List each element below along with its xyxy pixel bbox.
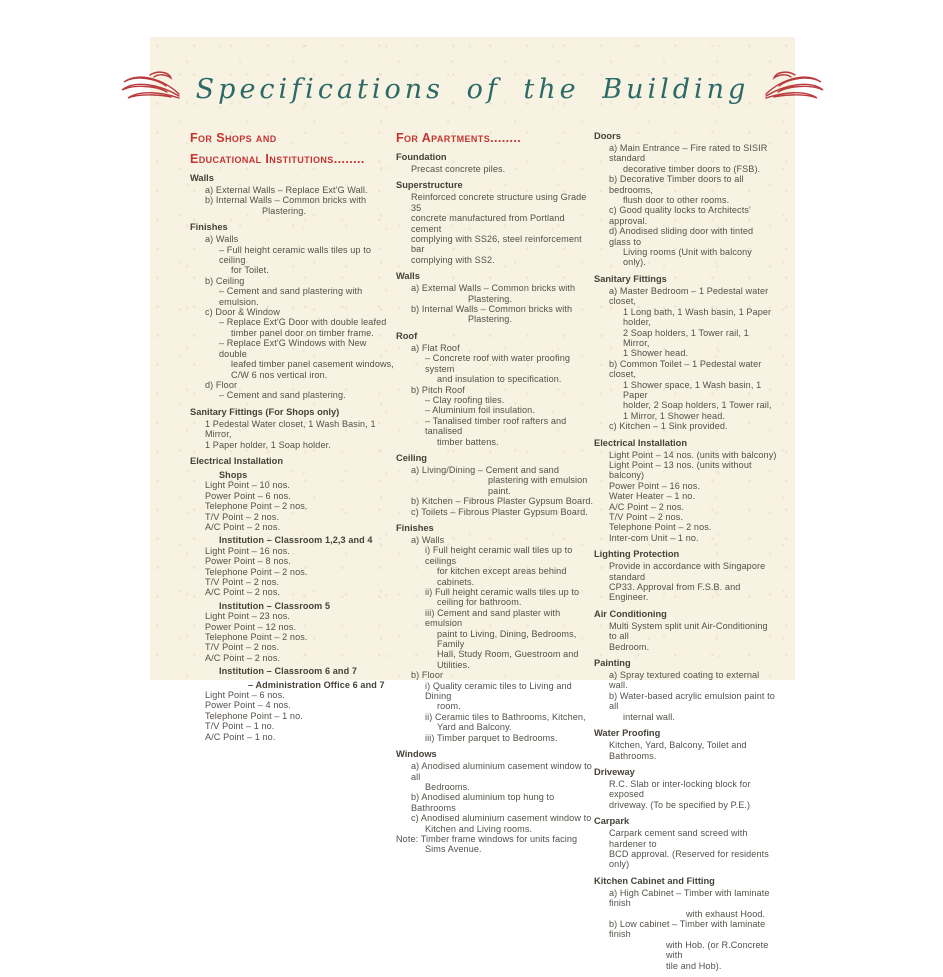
- spec-line: iii) Timber parquet to Bedrooms.: [425, 732, 558, 743]
- spec-line: A/C Point – 2 nos.: [205, 587, 281, 598]
- spec-line: c) Toilets – Fibrous Plaster Gypsum Board.: [411, 506, 588, 517]
- spec-line: 1 Pedestal Water closet, 1 Wash Basin, 1 Mirror,: [205, 418, 376, 440]
- spec-line: for Toilet.: [231, 265, 269, 276]
- spec-line: complying with SS26, steel reinforcement bar: [411, 234, 582, 255]
- spec-line: c) Kitchen – 1 Sink provided.: [609, 421, 728, 432]
- spec-line: Power Point – 6 nos.: [205, 490, 291, 501]
- spec-line: b) Decorative Timber doors to all bedrooms,: [609, 174, 744, 195]
- spec-line: Multi System split unit Air-Conditioning to all: [609, 620, 768, 642]
- spec-line: Plastering.: [468, 314, 513, 325]
- spec-line: complying with SS2.: [411, 254, 495, 265]
- spec-line: Power Point – 16 nos.: [609, 480, 701, 491]
- column-heading-line: For Shops and: [190, 131, 277, 145]
- spec-line: iii) Cement and sand plaster with emulsion: [425, 607, 561, 629]
- spec-line: Light Point – 6 nos.: [205, 690, 285, 701]
- spec-line: b) Internal Walls – Common bricks with: [205, 195, 367, 206]
- spec-line: A/C Point – 2 nos.: [205, 652, 281, 663]
- spec-line: 1 Paper holder, 1 Soap holder.: [205, 439, 331, 450]
- spec-line: decorative timber doors to (FSB).: [623, 163, 761, 174]
- spec-line: Institution – Classroom 6 and 7: [219, 666, 358, 677]
- section-heading: Superstructure: [396, 180, 463, 191]
- spec-line: – Cement and sand plastering.: [219, 390, 346, 401]
- spec-line: Kitchen, Yard, Balcony, Toilet and Bathrooms.: [609, 740, 747, 761]
- spec-line: C/W 6 nos vertical iron.: [231, 369, 328, 380]
- spec-line: driveway. (To be specified by P.E.): [609, 799, 751, 810]
- section-heading: Doors: [594, 131, 621, 141]
- spec-line: Telephone Point – 2 nos.: [205, 501, 308, 512]
- spec-line: Bedrooms.: [425, 781, 470, 792]
- section-heading: Electrical Installation: [190, 455, 284, 466]
- spec-line: Shops: [219, 469, 248, 480]
- spec-line: b) Ceiling: [205, 275, 245, 286]
- spec-line: Power Point – 8 nos.: [205, 556, 291, 567]
- spec-section: [396, 523, 594, 743]
- spec-line: Hall, Study Room, Guestroom and Utilities.: [437, 649, 579, 670]
- spec-line: Sims Avenue.: [425, 844, 482, 855]
- spec-column-2: [396, 131, 594, 861]
- spec-line: Note: Timber frame windows for units facing: [396, 833, 578, 844]
- spec-section: [190, 456, 396, 742]
- spec-line: – Concrete roof with water proofing system: [425, 353, 571, 374]
- spec-line: concrete manufactured from Portland cement: [411, 213, 565, 234]
- column-heading-line: Educational Institutions........: [190, 152, 365, 166]
- spec-line: Living rooms (Unit with balcony only).: [623, 247, 752, 268]
- spec-line: Reinforced concrete structure using Grade 35: [411, 192, 587, 213]
- spec-line: leafed timber panel casement windows,: [231, 359, 394, 370]
- spec-line: Water Heater – 1 no.: [609, 491, 696, 502]
- spec-line: c) Anodised aluminium casement window to: [411, 813, 592, 824]
- spec-line: with Hob. (or R.Concrete with: [666, 939, 769, 961]
- column-heading-block: [396, 131, 594, 145]
- spec-section: [396, 152, 594, 174]
- spec-line: d) Floor: [205, 379, 238, 390]
- spec-line: with exhaust Hood.: [686, 908, 766, 919]
- spec-section: [594, 609, 777, 652]
- spec-line: – Administration Office 6 and 7: [248, 679, 385, 690]
- spec-line: c) Door & Window: [205, 307, 280, 318]
- spec-line: plastering with emulsion paint.: [488, 475, 588, 496]
- spec-line: Telephone Point – 1 no.: [205, 710, 303, 721]
- spec-line: T/V Point – 2 nos.: [205, 577, 280, 587]
- section-heading: Walls: [190, 173, 214, 183]
- column-heading-line: For Apartments........: [396, 131, 522, 145]
- spec-line: – Aluminium foil insulation.: [425, 405, 535, 416]
- spec-line: b) Water-based acrylic emulsion paint to all: [609, 690, 775, 712]
- title-row: [150, 63, 795, 115]
- spec-line: Yard and Balcony.: [437, 722, 512, 733]
- column-heading-block: [190, 131, 396, 166]
- spec-line: Precast concrete piles.: [411, 164, 506, 174]
- spec-line: b) Low cabinet – Timber with laminate finish: [609, 918, 766, 940]
- spec-line: a) Main Entrance – Fire rated to SISIR standard: [609, 143, 768, 164]
- section-heading: Foundation: [396, 152, 447, 162]
- section-heading: Sanitary Fittings (For Shops only): [190, 406, 340, 417]
- spec-line: a) External Walls – Replace Ext'G Wall.: [205, 185, 368, 195]
- spec-line: Provide in accordance with Singapore standard: [609, 561, 766, 582]
- section-heading: Air Conditioning: [594, 608, 667, 619]
- spec-line: Institution – Classroom 1,2,3 and 4: [219, 535, 373, 546]
- spec-line: – Full height ceramic walls tiles up to ceiling: [219, 244, 371, 266]
- section-heading: Kitchen Cabinet and Fitting: [594, 875, 715, 886]
- spec-line: A/C Point – 2 nos.: [205, 521, 281, 532]
- spec-column-1: [190, 131, 396, 748]
- spec-line: T/V Point – 2 nos.: [609, 512, 684, 522]
- spec-line: CP33. Approval from F.S.B. and Engineer.: [609, 582, 741, 603]
- spec-line: Light Point – 14 nos. (units with balcony): [609, 449, 777, 460]
- spec-section: [190, 173, 396, 216]
- spec-line: flush door to other rooms.: [623, 195, 730, 206]
- spec-section: [594, 876, 777, 971]
- section-heading: Painting: [594, 658, 631, 669]
- spec-line: ceiling for bathroom.: [437, 597, 522, 608]
- spec-column-3: [594, 131, 777, 977]
- spec-line: a) Living/Dining – Cement and sand: [411, 464, 559, 475]
- spec-line: Institution – Classroom 5: [219, 600, 331, 611]
- spec-section: [396, 453, 594, 517]
- spec-line: – Replace Ext'G Windows with New double: [219, 338, 367, 359]
- spec-line: T/V Point – 2 nos.: [205, 511, 280, 522]
- section-heading: Walls: [396, 271, 420, 282]
- brochure-panel: [150, 37, 795, 971]
- spec-line: b) Floor: [411, 670, 444, 681]
- spec-line: a) High Cabinet – Timber with laminate finish: [609, 887, 770, 909]
- spec-section: [594, 274, 777, 432]
- spec-line: Power Point – 12 nos.: [205, 621, 297, 632]
- spec-line: Light Point – 10 nos.: [205, 480, 291, 491]
- spec-line: holder, 2 Soap holders, 1 Tower rail,: [623, 400, 772, 411]
- spec-section: [396, 271, 594, 325]
- spec-line: a) Master Bedroom – 1 Pedestal water closet,: [609, 285, 769, 307]
- spec-section: [190, 222, 396, 401]
- spec-line: a) Walls: [205, 234, 239, 245]
- spec-line: b) Common Toilet – 1 Pedestal water closet,: [609, 358, 762, 380]
- spec-line: T/V Point – 2 nos.: [205, 642, 280, 653]
- spec-line: ii) Ceramic tiles to Bathrooms, Kitchen,: [425, 711, 586, 722]
- spec-line: timber panel door on timber frame.: [231, 327, 374, 338]
- spec-line: Kitchen and Living rooms.: [425, 823, 533, 834]
- spec-line: ii) Full height ceramic walls tiles up to: [425, 587, 580, 597]
- page-title: Specifications of the Building: [195, 73, 750, 105]
- spec-line: a) Flat Roof: [411, 342, 460, 353]
- spec-section: [396, 749, 594, 855]
- spec-line: Inter-com Unit – 1 no.: [609, 532, 699, 543]
- spec-line: a) Anodised aluminium casement window to all: [411, 761, 592, 782]
- spec-columns: [150, 115, 795, 977]
- spec-line: b) Kitchen – Fibrous Plaster Gypsum Board.: [411, 496, 594, 507]
- spec-line: Light Point – 16 nos.: [205, 545, 291, 556]
- spec-line: a) External Walls – Common bricks with: [411, 283, 576, 294]
- spec-line: b) Internal Walls – Common bricks with: [411, 304, 573, 315]
- section-heading: Ceiling: [396, 452, 427, 463]
- spec-line: i) Full height ceramic wall tiles up to ceilings: [425, 545, 573, 566]
- spec-line: 2 Soap holders, 1 Tower rail, 1 Mirror,: [623, 327, 749, 348]
- spec-line: for kitchen except areas behind cabinets.: [437, 566, 567, 587]
- spec-line: – Tanalised timber roof rafters and tanalised: [425, 415, 567, 437]
- spec-line: Bedroom.: [609, 641, 650, 652]
- spec-line: and insulation to specification.: [437, 374, 562, 385]
- spec-line: 1 Shower head.: [623, 348, 689, 359]
- spec-line: 1 Mirror, 1 Shower head.: [623, 410, 725, 421]
- flourish-left-icon: [120, 67, 182, 111]
- section-heading: Roof: [396, 330, 418, 341]
- spec-line: Telephone Point – 2 nos.: [205, 632, 308, 643]
- spec-section: [396, 180, 594, 265]
- spec-section: [594, 438, 777, 544]
- spec-line: – Replace Ext'G Door with double leafed: [219, 317, 387, 328]
- flourish-right-icon: [763, 67, 825, 111]
- spec-section: [594, 131, 777, 268]
- spec-line: Telephone Point – 2 nos.: [205, 566, 308, 577]
- spec-line: Plastering.: [262, 205, 307, 216]
- spec-line: 1 Shower space, 1 Wash basin, 1 Paper: [623, 379, 762, 400]
- section-heading: Finishes: [190, 222, 228, 233]
- spec-line: A/C Point – 2 nos.: [609, 501, 685, 512]
- section-heading: Carpark: [594, 816, 630, 827]
- spec-section: [594, 728, 777, 761]
- section-heading: Driveway: [594, 766, 635, 777]
- section-heading: Electrical Installation: [594, 437, 688, 448]
- section-heading: Sanitary Fittings: [594, 273, 667, 284]
- spec-line: A/C Point – 1 no.: [205, 731, 276, 742]
- spec-line: b) Pitch Roof: [411, 384, 465, 395]
- section-heading: Finishes: [396, 522, 434, 533]
- spec-line: paint to Living, Dining, Bedrooms, Family: [437, 628, 577, 650]
- spec-line: Plastering.: [468, 293, 513, 304]
- spec-section: [594, 658, 777, 722]
- spec-section: [594, 767, 777, 810]
- spec-line: tile and Hob).: [666, 960, 722, 971]
- spec-line: c) Good quality locks to Architects' approval.: [609, 205, 751, 226]
- section-heading: Water Proofing: [594, 728, 661, 739]
- spec-line: Power Point – 4 nos.: [205, 700, 291, 711]
- spec-line: timber battens.: [437, 436, 499, 447]
- spec-line: a) Walls: [411, 534, 445, 545]
- spec-line: Carpark cement sand screed with hardener to: [609, 828, 748, 849]
- spec-line: – Clay roofing tiles.: [425, 394, 505, 405]
- spec-section: [594, 816, 777, 870]
- spec-line: T/V Point – 1 no.: [205, 721, 275, 732]
- spec-section: [594, 549, 777, 603]
- spec-line: d) Anodised sliding door with tinted glass to: [609, 226, 754, 247]
- spec-section: [190, 407, 396, 450]
- spec-line: BCD approval. (Reserved for residents only): [609, 848, 769, 870]
- spec-line: a) Spray textured coating to external wall.: [609, 670, 760, 691]
- spec-line: i) Quality ceramic tiles to Living and Dining: [425, 680, 572, 702]
- spec-section: [396, 331, 594, 447]
- spec-line: b) Anodised aluminium top hung to Bathrooms: [411, 792, 555, 813]
- spec-line: room.: [437, 701, 461, 712]
- section-heading: Lighting Protection: [594, 549, 680, 560]
- spec-line: – Cement and sand plastering with emulsion.: [219, 286, 363, 307]
- spec-line: 1 Long bath, 1 Wash basin, 1 Paper holder,: [623, 306, 772, 328]
- spec-line: Telephone Point – 2 nos.: [609, 522, 712, 533]
- spec-line: Light Point – 13 nos. (units without balcony): [609, 459, 752, 481]
- spec-line: R.C. Slab or inter-locking block for exposed: [609, 778, 751, 800]
- spec-line: Light Point – 23 nos.: [205, 611, 291, 622]
- section-heading: Windows: [396, 749, 437, 760]
- spec-line: internal wall.: [623, 711, 675, 722]
